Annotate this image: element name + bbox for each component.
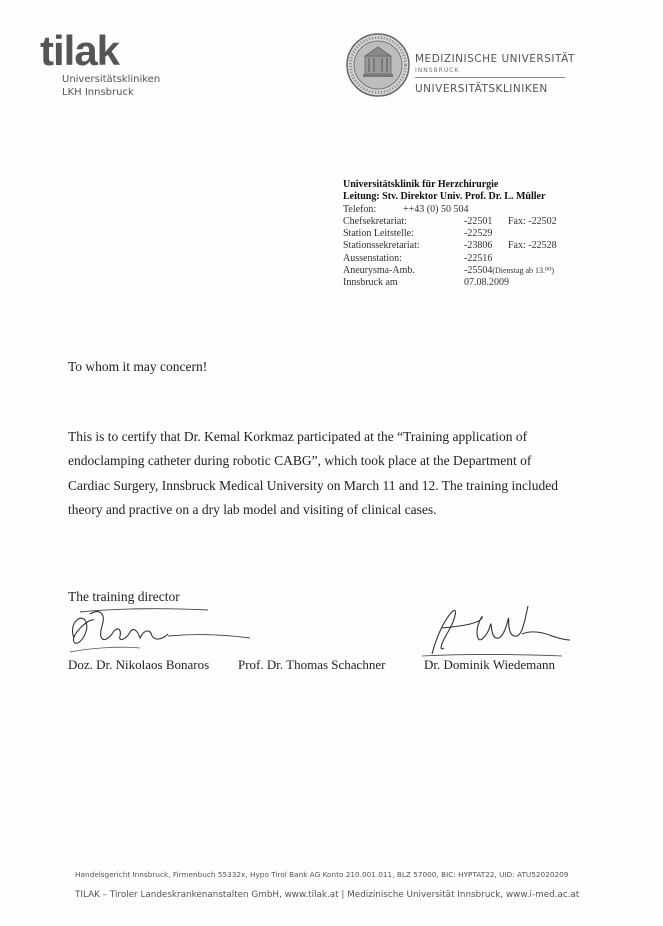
telefon-value: ++43 (0) 50 504 [403,203,469,215]
telefon-row [343,204,653,216]
contact-label: Stationssekretariat: [343,240,420,252]
contact-label: Chefsekretariat: [343,215,407,227]
university-clinics: UNIVERSITÄTSKLINIKEN [415,83,548,95]
letter-body: This is to certify that Dr. Kemal Korkmaz participated at the “Training application of endoclamping catheter during robotic CABG”, which took place at the Department of Cardiac Surgery, Innsbruck Medical University on March 11 and 12. The training included theory and practive on a dry lab model and visiting of clinical cases. [68,429,559,517]
tilak-logo-subtitle-1: Universitätskliniken [62,74,161,85]
contact-fax: Fax: -22502 [508,215,557,227]
contact-extension-number: -25504 [464,265,493,277]
clinic-name: Universitätsklinik für Herzchirurgie [343,179,499,190]
contact-extension: -22501 [464,215,493,227]
tilak-logo-subtitle-2: LKH Innsbruck [62,87,134,98]
contact-label: Station Leitstelle: [343,228,414,240]
salutation: To whom it may concern! [68,359,208,374]
contact-extension: -22529 [464,228,493,240]
contact-extension [464,265,554,277]
contact-row [343,253,653,265]
date-row [343,277,653,289]
signatory-name: Dr. Dominik Wiedemann [424,657,556,672]
university-name: MEDIZINISCHE UNIVERSITÄT [415,53,575,65]
contact-row [343,216,653,228]
signatory-name: Doz. Dr. Nikolaos Bonaros [68,657,210,672]
footer-websites: TILAK – Tiroler Landeskrankenanstalten GmbH, www.tilak.at | Medizinische Universität Innsbruck, www.i-med.ac.at [75,890,580,900]
contact-note: (Dienstag ab 13.⁰⁰) [492,266,555,276]
signatory-name: Prof. Dr. Thomas Schachner [238,657,386,672]
director-label: The training director [68,589,180,604]
header-divider [415,77,565,78]
date-label: Innsbruck am [343,277,398,289]
tilak-logo [40,27,200,100]
contact-row [343,228,653,240]
university-seal-icon [345,32,411,98]
tilak-logo-word: tilak [40,27,120,74]
clinic-contact-block [343,179,653,290]
letter-date: 07.08.2009 [464,277,509,289]
telefon-label: Telefon: [343,203,377,215]
clinic-lead: Leitung: Stv. Direktor Univ. Prof. Dr. L. Müller [343,191,546,203]
university-city: INNSBRUCK [415,67,460,74]
contact-label: Aussenstation: [343,252,402,264]
contact-extension: -22516 [464,252,493,264]
bonaros-signature-icon [60,598,260,658]
contact-row [343,240,653,252]
contact-extension: -23806 [464,240,493,252]
wiedemann-signature-icon [422,598,572,660]
contact-row [343,265,653,277]
contact-label: Aneurysma-Amb. [343,265,415,277]
contact-fax: Fax: -22528 [508,240,557,252]
footer-registration: Handelsgericht Innsbruck, Firmenbuch 55332x, Hypo Tirol Bank AG Konto 210.001.011, BLZ 57000, BIC: HYPTAT22, UID: ATU52020209 [75,870,569,879]
